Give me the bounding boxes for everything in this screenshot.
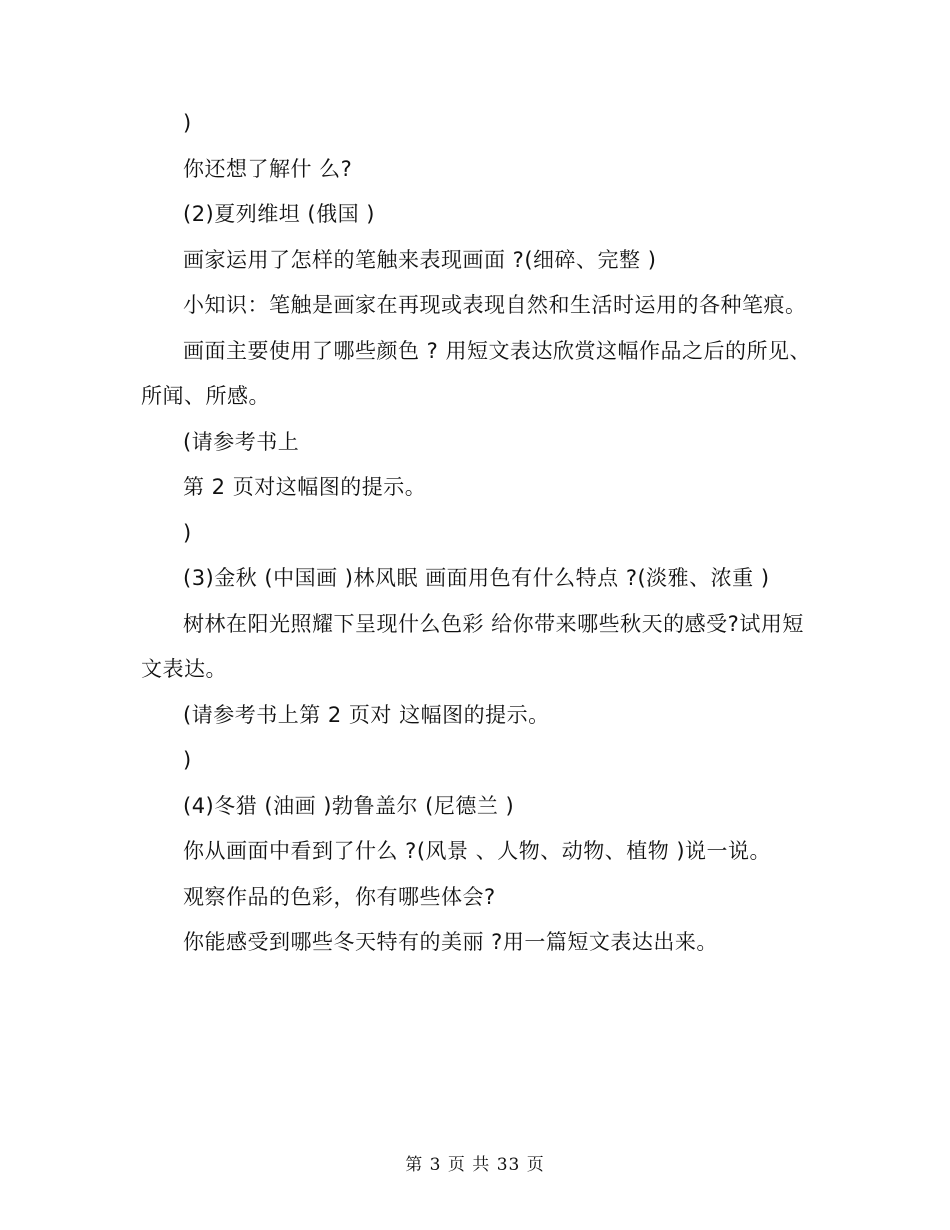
paragraph: (请参考书上 bbox=[183, 429, 300, 454]
paragraph: ) bbox=[183, 748, 192, 772]
paragraph: 你能感受到哪些冬天特有的美丽 ?用一篇短文表达出来。 bbox=[183, 930, 718, 954]
paragraph: (2)夏列维坦 (俄国 ) bbox=[183, 202, 375, 226]
paragraph: 树林在阳光照耀下呈现什么色彩 给你带来哪些秋天的感受?试用短文表达。 bbox=[141, 611, 804, 681]
paragraph: 画面主要使用了哪些颜色 ? 用短文表达欣赏这幅作品之后的所见、所闻、所感。 bbox=[141, 338, 811, 408]
paragraph: (3)金秋 (中国画 )林风眠 画面用色有什么特点 ?(淡雅、浓重 ) bbox=[183, 566, 770, 590]
paragraph: 第 2 页对这幅图的提示。 bbox=[183, 475, 427, 499]
paragraph: 你还想了解什 么? bbox=[183, 156, 353, 181]
paragraph: (4)冬猎 (油画 )勃鲁盖尔 (尼德兰 ) bbox=[183, 793, 515, 818]
paragraph: 你从画面中看到了什么 ?(风景 、人物、动物、植物 )说一说。 bbox=[183, 839, 772, 863]
page-footer: 第 3 页 共 33 页 bbox=[405, 1155, 545, 1175]
paragraph: 小知识：笔触是画家在再现或表现自然和生活时运用的各种笔痕。 bbox=[183, 293, 807, 317]
paragraph: 画家运用了怎样的笔触来表现画面 ?(细碎、完整 ) bbox=[183, 247, 657, 272]
page-body bbox=[141, 101, 811, 966]
paragraph: ) bbox=[183, 111, 192, 135]
paragraph: 观察作品的色彩，你有哪些体会? bbox=[183, 884, 496, 909]
paragraph: ) bbox=[183, 520, 192, 545]
paragraph: (请参考书上第 2 页对 这幅图的提示。 bbox=[183, 702, 550, 727]
